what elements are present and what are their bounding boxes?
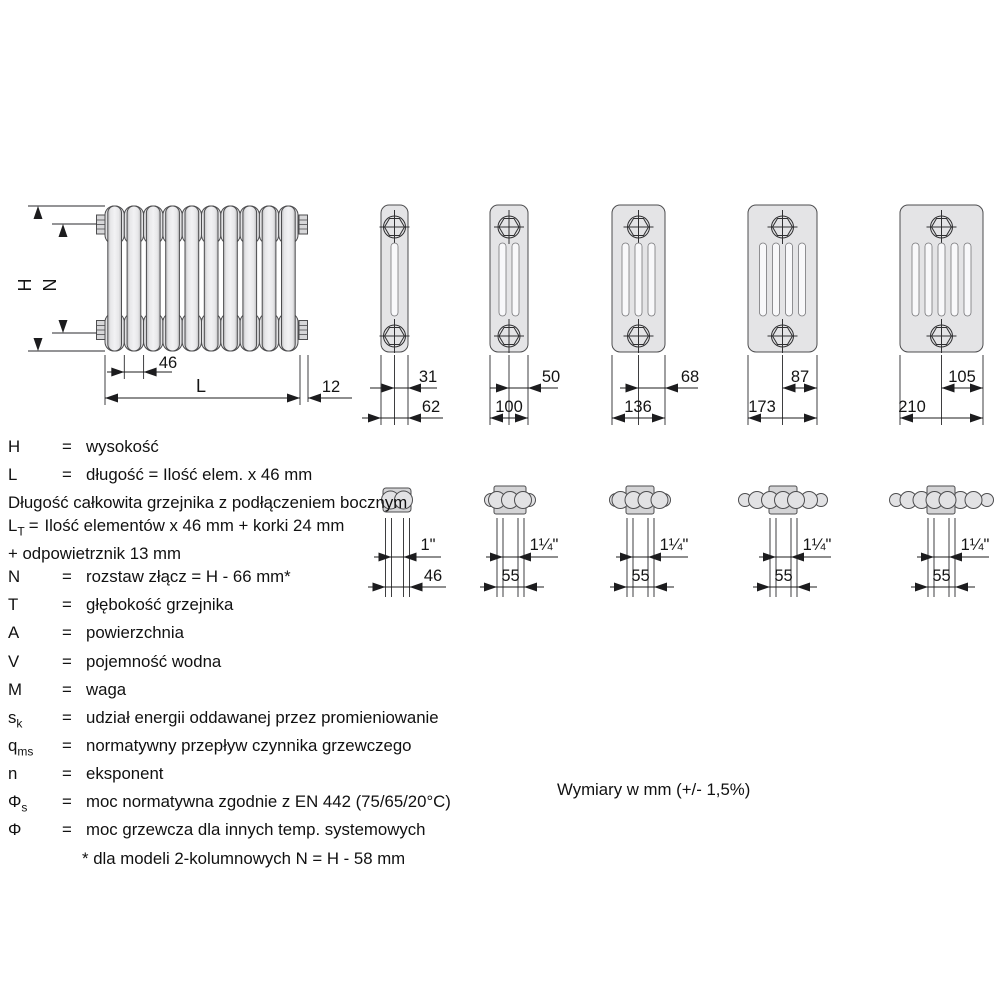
section-view-5col	[748, 205, 817, 425]
topview-5col-thread: 1¼"	[802, 536, 832, 554]
legend-row-V: V = pojemność wodna	[8, 651, 222, 671]
height-dim-label: H	[15, 278, 35, 292]
topview-2col-thread: 1"	[420, 536, 436, 554]
section-3col-total-depth: 100	[495, 398, 523, 416]
section-5col-half-depth: 87	[790, 368, 810, 386]
hn-extension-lines	[28, 206, 105, 351]
section-2col-total-depth: 62	[421, 398, 441, 416]
legend-row-air-vent: + odpowietrznik 13 mm	[8, 544, 182, 564]
front-view-drawing	[15, 206, 352, 405]
legend-row-n: n = eksponent	[8, 764, 164, 784]
end-offset-label: 12	[321, 378, 341, 396]
topview-5col-pitch: 55	[774, 567, 793, 585]
section-view-4col	[612, 205, 699, 425]
top-view-6col	[890, 486, 994, 597]
front-dim-arrows	[105, 368, 321, 403]
legend-row-footnote: * dla modeli 2-kolumnowych N = H - 58 mm	[82, 848, 406, 868]
legend-row-T: T = głębokość grzejnika	[8, 595, 234, 615]
topview-2col-pitch: 46	[423, 567, 443, 585]
legend-row-H: H = wysokość	[8, 437, 159, 456]
legend-row-qms: $q_{ms}$ = normatywny przepływ czynnika grzewczego	[8, 736, 412, 759]
legend-row-M: M = waga	[8, 679, 127, 699]
legend-row-N: N = rozstaw złącz = H - 66 mm*	[8, 567, 291, 587]
section-view-6col	[898, 205, 983, 425]
section-4col-total-depth: 136	[624, 398, 652, 416]
legend-row-A: A = powierzchnia	[8, 623, 184, 643]
hn-arrows	[34, 206, 68, 351]
legend-row-phi-s: $\Phi_s$ = moc normatywna zgodnie z EN 442 (75/65/20°C)	[8, 792, 451, 815]
section-5col-total-depth: 173	[748, 398, 776, 416]
top-view-5col	[739, 486, 832, 597]
legend-row-phi: Φ = moc grzewcza dla innych temp. systemowych	[8, 820, 426, 840]
topview-4col-pitch: 55	[631, 567, 650, 585]
top-view-4col	[610, 486, 689, 597]
section-6col-half-depth: 105	[948, 368, 976, 386]
section-2col-half-depth: 31	[418, 368, 438, 386]
section-view-3col	[490, 205, 560, 425]
legend	[8, 436, 560, 870]
legend-row-L: L = długość = Ilość elem. x 46 mm	[8, 465, 313, 485]
topview-6col-thread: 1¼"	[960, 536, 990, 554]
section-view-2col	[362, 205, 443, 425]
legend-row-total-length-title: Długość całkowita grzejnika z podłączeniem bocznym	[8, 493, 408, 513]
element-pitch-label: 46	[158, 354, 178, 372]
topview-3col-thread: 1¼"	[529, 536, 559, 554]
topview-6col-pitch: 55	[932, 567, 951, 585]
legend-row-LT: $L_T$ = Ilość elementów x 46 mm + korki 24 mm	[8, 516, 345, 539]
topview-3col-pitch: 55	[501, 567, 520, 585]
section-6col-total-depth: 210	[898, 398, 926, 416]
dimensions-tolerance-note: Wymiary w mm (+/- 1,5%)	[557, 780, 751, 799]
joint-spacing-dim-label: N	[40, 278, 60, 292]
legend-row-sk: $s_k$ = udział energii oddawanej przez promieniowanie	[8, 707, 439, 731]
front-dim-lines	[105, 372, 352, 398]
topview-4col-thread: 1¼"	[659, 536, 689, 554]
section-3col-half-depth: 50	[541, 368, 561, 386]
section-4col-half-depth: 68	[680, 368, 700, 386]
length-dim-label: L	[195, 376, 207, 396]
